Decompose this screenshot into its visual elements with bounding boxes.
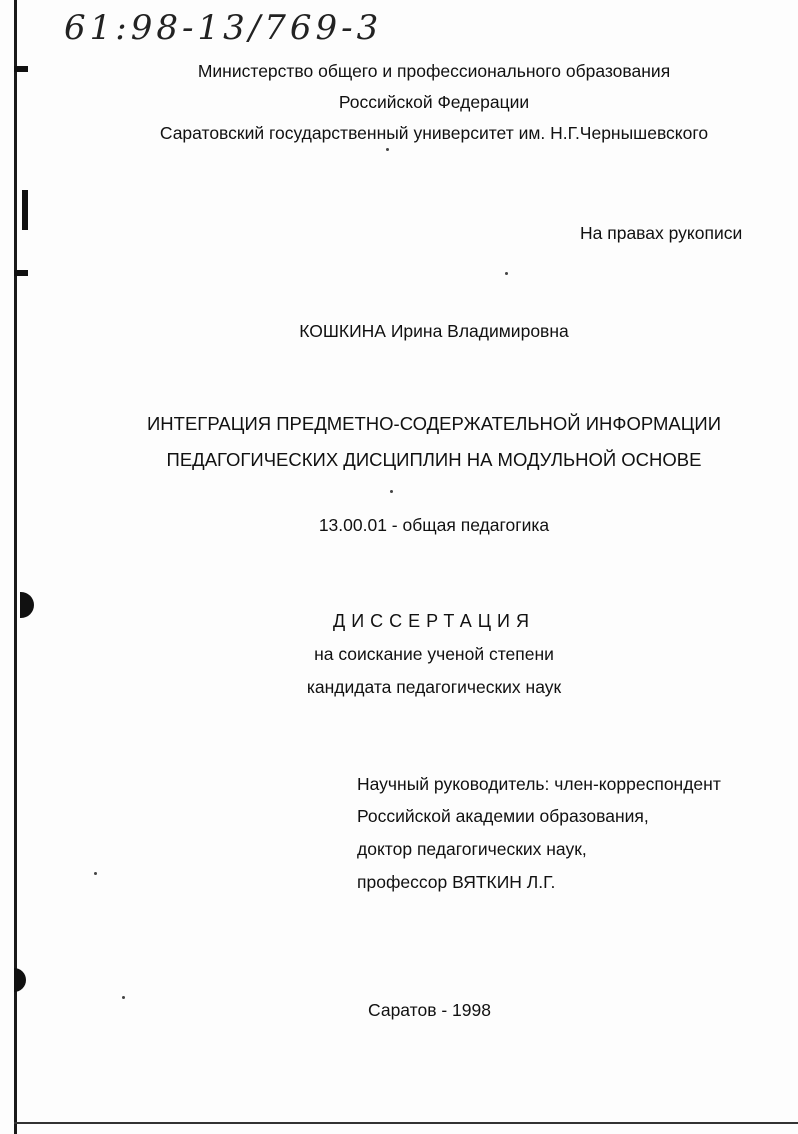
degree-line-2: кандидата педагогических наук (306, 677, 562, 697)
author-name: КОШКИНА Ирина Владимировна (299, 321, 569, 341)
scan-speck (505, 272, 508, 275)
binding-mark (14, 270, 28, 276)
thesis-title-line-1: ИНТЕГРАЦИЯ ПРЕДМЕТНО-СОДЕРЖАТЕЛЬНОЙ ИНФОРМАЦИИ (147, 413, 721, 434)
supervisor-line-1: Научный руководитель: член-корреспондент (357, 774, 721, 794)
place-and-year: Саратов - 1998 (368, 1000, 491, 1020)
supervisor-line-3: доктор педагогических наук, (357, 839, 587, 859)
bottom-edge (14, 1122, 798, 1124)
degree-line-1: на соискание ученой степени (314, 644, 554, 664)
supervisor-line-2: Российской академии образования, (357, 806, 649, 826)
scan-speck (386, 148, 389, 151)
scan-speck (122, 996, 125, 999)
archive-code: 61:98-13/769-3 (64, 8, 383, 48)
archive-code-handwritten (64, 8, 444, 58)
supervisor-line-4: профессор ВЯТКИН Л.Г. (357, 872, 556, 892)
ministry-line-1: Министерство общего и профессионального образования (197, 61, 671, 81)
thesis-title-line-2: ПЕДАГОГИЧЕСКИХ ДИСЦИПЛИН НА МОДУЛЬНОЙ ОСНОВЕ (166, 449, 702, 470)
binding-mark (14, 968, 26, 992)
specialty-code: 13.00.01 - общая педагогика (318, 515, 550, 535)
scan-speck (390, 490, 393, 493)
university-name: Саратовский государственный университет им. Н.Г.Чернышевского (159, 123, 709, 143)
binding-edge (14, 0, 17, 1134)
ministry-line-2: Российской Федерации (338, 92, 530, 112)
work-type-label: ДИССЕРТАЦИЯ (333, 611, 535, 631)
scan-speck (94, 872, 97, 875)
binding-mark (22, 190, 28, 230)
rights-note: На правах рукописи (580, 223, 743, 243)
